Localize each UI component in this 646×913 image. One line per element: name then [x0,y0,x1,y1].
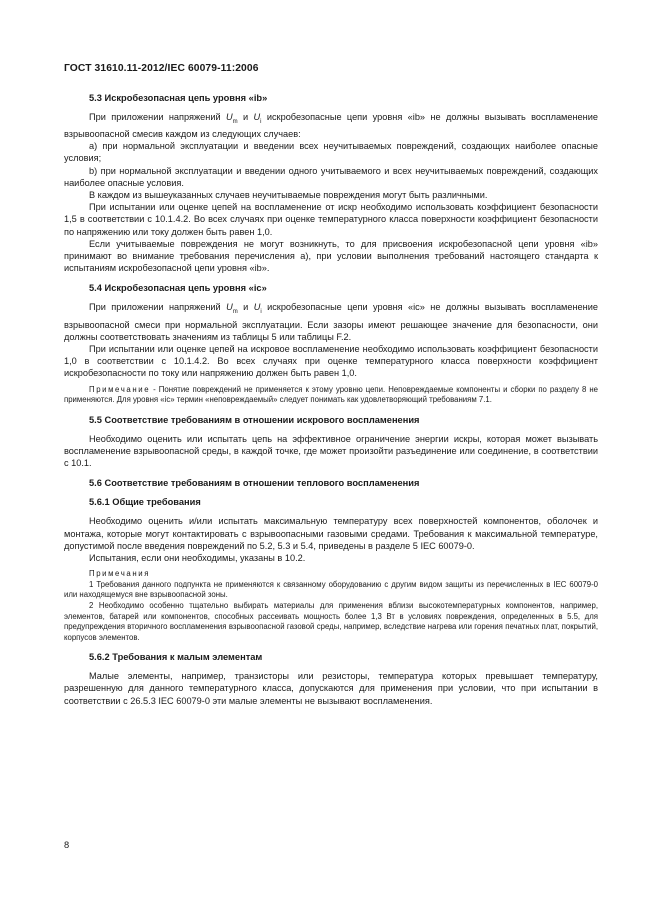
section-5-4-paragraph-1: При приложении напряжений $U_m$ и $U_i$ искробезопасные цепи уровня «ic» не должны вызывать воспламенение взрывоопасной смеси при нормальной эксплуатации. Если зазоры имеют решающее значение для безопасности, они должны соответствовать значениям из таблицы 5 или таблицы F.2. [64,302,598,342]
section-5-3-item-b: b) при нормальной эксплуатации и введении одного учитываемого и всех неучитываемых повреждений, создающих наиболее опасные условия. [64,165,598,188]
section-5-5-paragraph-1: Необходимо оценить или испытать цепь на эффективное ограничение энергии искры, которая может вызывать воспламенение взрывоопасной среды, в каждой точке, где может произойти разъединение или соединение, в соответствии с 10.1. [64,433,598,469]
page-content [64,82,598,707]
section-5-3-paragraph-5: При испытании или оценке цепей на воспламенение от искр необходимо использовать коэффициент безопасности 1,5 в соответствии с 10.1.4.2. Во всех случаях при оценке температурного класса поверхности коэффициент безопасности по напряжению или току должен быть равен 1,0. [64,202,598,237]
section-5-6-2-paragraph-1: Малые элементы, например, транзисторы или резисторы, температура которых превышает температуру, разрешенную для данного температурного класса, допускаются для применения при условии, что при испытании в соответствии с 26.5.3 IEC 60079-0 эти малые элементы не вызывают воспламенения. [64,671,598,706]
section-5-6-2-heading: 5.6.2 Требования к малым элементам [89,652,263,663]
section-5-4-heading: 5.4 Искробезопасная цепь уровня «ic» [89,283,267,294]
section-5-6-1-heading: 5.6.1 Общие требования [89,497,201,508]
note-label: Примечание [89,384,151,394]
section-5-3-paragraph-6: Если учитываемые повреждения не могут возникнуть, то для присвоения искробезопасной цепи уровня «ib» принимают во внимание требования перечисления а), при условии выполнения требований настоящего стандарта к испытаниям искробезопасной цепи уровня «ib». [64,238,598,274]
notes-title: Примечания [89,569,151,579]
section-5-3-heading: 5.3 Искробезопасная цепь уровня «ib» [89,93,268,103]
page-number: 8 [64,840,70,850]
section-5-4-paragraph-2: При испытании или оценке цепей на искровое воспламенение необходимо использовать коэффициент безопасности 1,0 в соответствии с 10.1.4.2. Во всех случаях при оценке температурного класса поверхности коэффициент искробезопасности по току или напряжению должен быть равен 1,0. [64,343,598,379]
document-header: ГОСТ 31610.11-2012/IEC 60079-11:2006 [64,63,259,74]
section-5-6-heading: 5.6 Соответствие требованиям в отношении теплового воспламенения [89,478,420,489]
section-5-6-1-note-2: 2 Необходимо особенно тщательно выбирать материалы для применения вблизи высокотемпературных компонентов, например, элементов, батарей или компонентов, способных рассеивать мощность более 1,3 Вт в условиях повреждения, определенных в 5.5, для предупреждения вторичного воспламенения взрывоопасной газовой среды, например, вследствие нагрева или горения печатных плат, покрытий, корпусов элементов. [64,600,598,642]
section-5-6-1-paragraph-1: Необходимо оценить и/или испытать максимальную температуру всех поверхностей компонентов, оболочек и монтажа, которые могут контактировать с взрывоопасными газовыми средами. Требования к максимальной температуре, допустимой после введения повреждений по 5.2, 5.3 и 5.4, приведены в разделе 5 IEC 60079-0. [64,516,598,551]
section-5-6-1-paragraph-2: Испытания, если они необходимы, указаны в 10.2. [89,552,306,563]
section-5-5-heading: 5.5 Соответствие требованиям в отношении искрового воспламенения [89,414,420,425]
section-5-6-1-note-1: 1 Требования данного подпункта не применяются к связанному оборудованию с другим видом защиты из перечисленных в IEC 60079-0 или находящемуся вне взрывоопасной зоны. [64,579,598,600]
section-5-4-note: Примечание - Понятие повреждений не применяется к этому уровню цепи. Неповреждаемые компоненты и сборки по разделу 8 не применяются. Для уровня «ic» термин «неповреждаемый» следует понимать как удовлетворяющий требованиям 7.1. [64,384,598,405]
section-5-3-paragraph-1: При приложении напряжений $U_m$ и $U_i$ искробезопасные цепи уровня «ib» не должны вызывать воспламенение взрывоопасной смесив каждом из следующих случаев: [64,112,598,140]
section-5-3-paragraph-4: В каждом из вышеуказанных случаев неучитываемые повреждения могут быть различными. [89,190,488,201]
section-5-3-item-a: а) при нормальной эксплуатации и введении всех неучитываемых повреждений, создающих наиболее опасные условия; [64,141,598,164]
